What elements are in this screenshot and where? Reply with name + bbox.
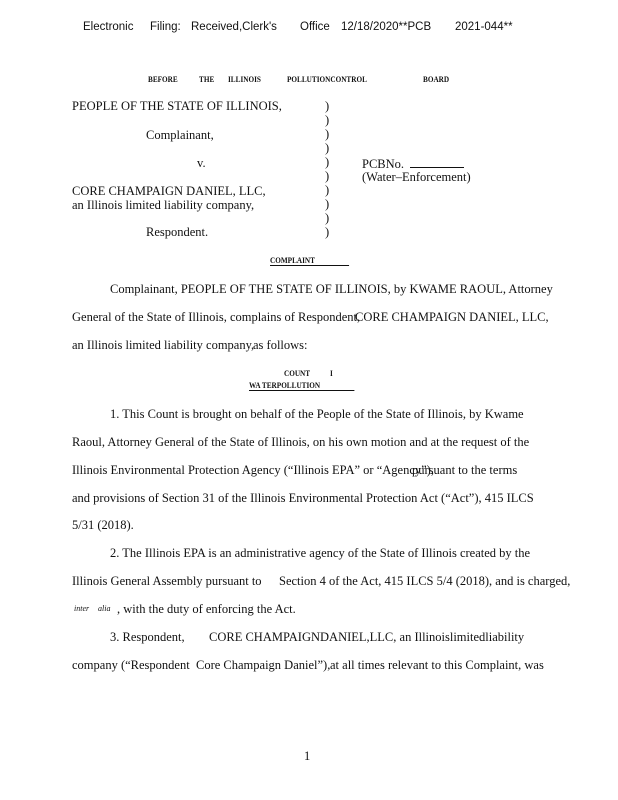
caption-paren: ) xyxy=(325,169,330,183)
page-number: 1 xyxy=(304,749,311,763)
header-received: Received,Clerk's xyxy=(191,21,277,33)
para1-line4: and provisions of Section 31 of the Illinois Environmental Protection Act (“Act”), 415 ILCS xyxy=(72,491,534,505)
caption-paren: ) xyxy=(325,99,330,113)
intro-line2b: CORE CHAMPAIGN DANIEL, LLC, xyxy=(355,310,549,324)
header-number: 2021-044** xyxy=(455,21,513,33)
para2-line2a: Illinois General Assembly pursuant to xyxy=(72,574,262,588)
caption-paren: ) xyxy=(325,113,330,127)
count-label: COUNT xyxy=(284,368,311,378)
caption-defendant-line2: an Illinois limited liability company, xyxy=(72,198,255,212)
header-filing: Filing: xyxy=(150,21,181,33)
header-electronic: Electronic xyxy=(83,21,134,33)
caption-paren: ) xyxy=(325,225,330,239)
intro-line3a: an Illinois limited liability company, xyxy=(72,338,255,352)
para3-line2a: company (“Respondent xyxy=(72,658,190,672)
para1-line3a: Illinois Environmental Protection Agency (“Illinois EPA” or “Agency”), xyxy=(72,463,434,477)
para2-alia: alia xyxy=(98,604,111,613)
para1-line3b: pursuant to the terms xyxy=(412,463,518,477)
caption-water-enforcement: (Water–Enforcement) xyxy=(362,170,471,184)
count-subtitle: WA TERPOLLUTION xyxy=(249,380,354,391)
caption-v: v. xyxy=(197,156,206,170)
header-office: Office xyxy=(300,21,330,33)
board-illinois: ILLINOIS xyxy=(228,74,261,84)
caption-pcb-no-blank xyxy=(410,156,464,168)
para3-line1a: 3. Respondent, xyxy=(110,630,185,644)
caption-paren: ) xyxy=(325,197,330,211)
caption-paren: ) xyxy=(325,211,330,225)
caption-paren: ) xyxy=(325,141,330,155)
para3-line1b: CORE CHAMPAIGNDANIEL,LLC, an Illinoislimitedliability xyxy=(209,630,525,644)
caption-paren: ) xyxy=(325,127,330,141)
board-the: THE xyxy=(199,74,215,84)
para1-line5: 5/31 (2018). xyxy=(72,518,134,532)
header-date: 12/18/2020**PCB xyxy=(341,21,432,33)
board-word: BOARD xyxy=(423,74,450,84)
caption-respondent: Respondent. xyxy=(146,225,209,239)
intro-line3b: as follows: xyxy=(253,338,308,352)
caption-pcb-no-label: PCBNo. xyxy=(362,157,405,171)
para2-inter: inter xyxy=(74,604,90,613)
para2-line3: , with the duty of enforcing the Act. xyxy=(117,602,296,616)
count-number: I xyxy=(330,368,333,378)
caption-defendant-line1: CORE CHAMPAIGN DANIEL, LLC, xyxy=(72,184,266,198)
para3-line2b: Core Champaign Daniel”), xyxy=(196,658,331,672)
complaint-title: COMPLAINT xyxy=(270,255,349,266)
caption-paren: ) xyxy=(325,183,330,197)
board-pollution-control: POLLUTIONCONTROL xyxy=(287,74,367,84)
caption-plaintiff: PEOPLE OF THE STATE OF ILLINOIS, xyxy=(72,99,282,113)
para2-line1: 2. The Illinois EPA is an administrative agency of the State of Illinois created by the xyxy=(110,546,531,560)
intro-line1: Complainant, PEOPLE OF THE STATE OF ILLINOIS, by KWAME RAOUL, Attorney xyxy=(110,282,553,296)
para3-line2c: at all times relevant to this Complaint, was xyxy=(330,658,544,672)
caption-paren: ) xyxy=(325,155,330,169)
board-before: BEFORE xyxy=(148,74,178,84)
intro-line2a: General of the State of Illinois, complains of Respondent, xyxy=(72,310,361,324)
para1-line2: Raoul, Attorney General of the State of Illinois, on his own motion and at the request of the xyxy=(72,435,530,449)
para2-line2b: Section 4 of the Act, 415 ILCS 5/4 (2018), and is charged, xyxy=(279,574,571,588)
caption-complainant: Complainant, xyxy=(146,128,214,142)
para1-line1: 1. This Count is brought on behalf of the People of the State of Illinois, by Kwame xyxy=(110,407,524,421)
